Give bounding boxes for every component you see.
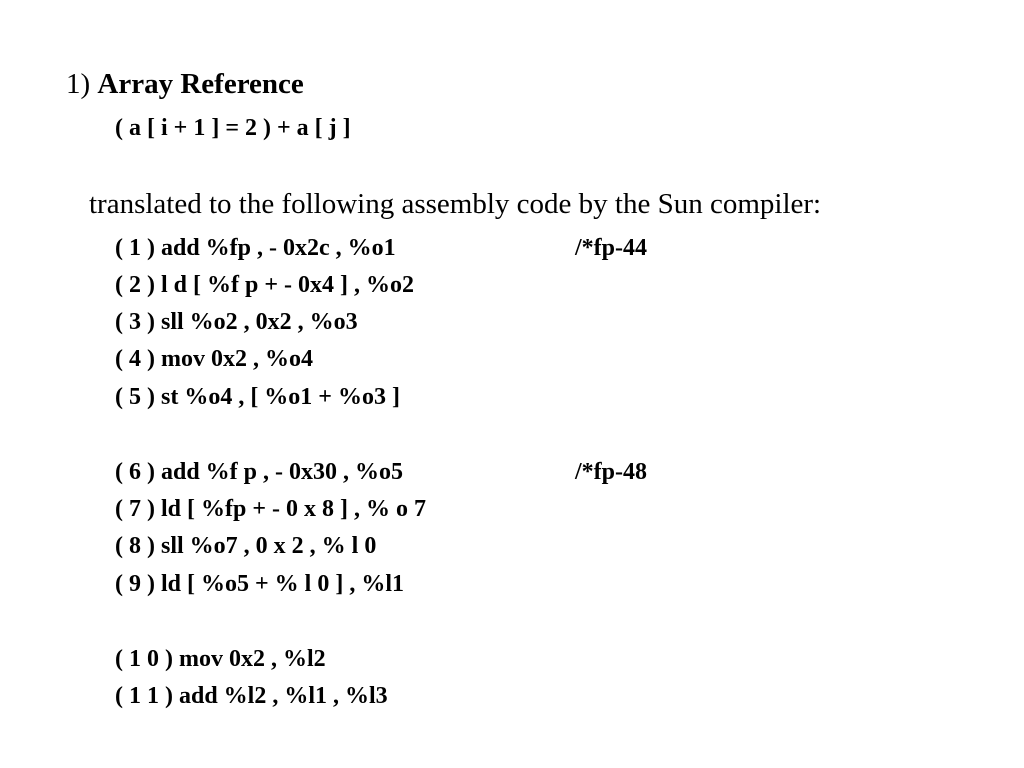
code-line-4: ( 4 ) mov 0x2 , %o4 (115, 346, 313, 372)
code-line-8: ( 8 ) sll %o7 , 0 x 2 , % l 0 (115, 533, 377, 559)
code-line-7: ( 7 ) ld [ %fp + - 0 x 8 ] , % o 7 (115, 496, 426, 522)
code-line-11: ( 1 1 ) add %l2 , %l1 , %l3 (115, 683, 388, 709)
code-comment-6: /*fp-48 (575, 459, 647, 485)
code-line-9: ( 9 ) ld [ %o5 + % l 0 ] , %l1 (115, 571, 404, 597)
code-comment-1: /*fp-44 (575, 235, 647, 261)
section-title: Array Reference (97, 68, 304, 100)
section-heading (66, 70, 304, 99)
code-line-1: ( 1 ) add %fp , - 0x2c , %o1 (115, 235, 396, 261)
code-line-5: ( 5 ) st %o4 , [ %o1 + %o3 ] (115, 384, 400, 410)
code-line-3: ( 3 ) sll %o2 , 0x2 , %o3 (115, 309, 358, 335)
code-line-2: ( 2 ) l d [ %f p + - 0x4 ] , %o2 (115, 272, 414, 298)
code-line-6: ( 6 ) add %f p , - 0x30 , %o5 (115, 459, 404, 485)
source-expression: ( a [ i + 1 ] = 2 ) + a [ j ] (115, 115, 351, 141)
section-number: 1) (66, 68, 98, 100)
code-line-10: ( 1 0 ) mov 0x2 , %l2 (115, 646, 326, 672)
intro-text: translated to the following assembly code by the Sun compiler: (89, 188, 822, 220)
